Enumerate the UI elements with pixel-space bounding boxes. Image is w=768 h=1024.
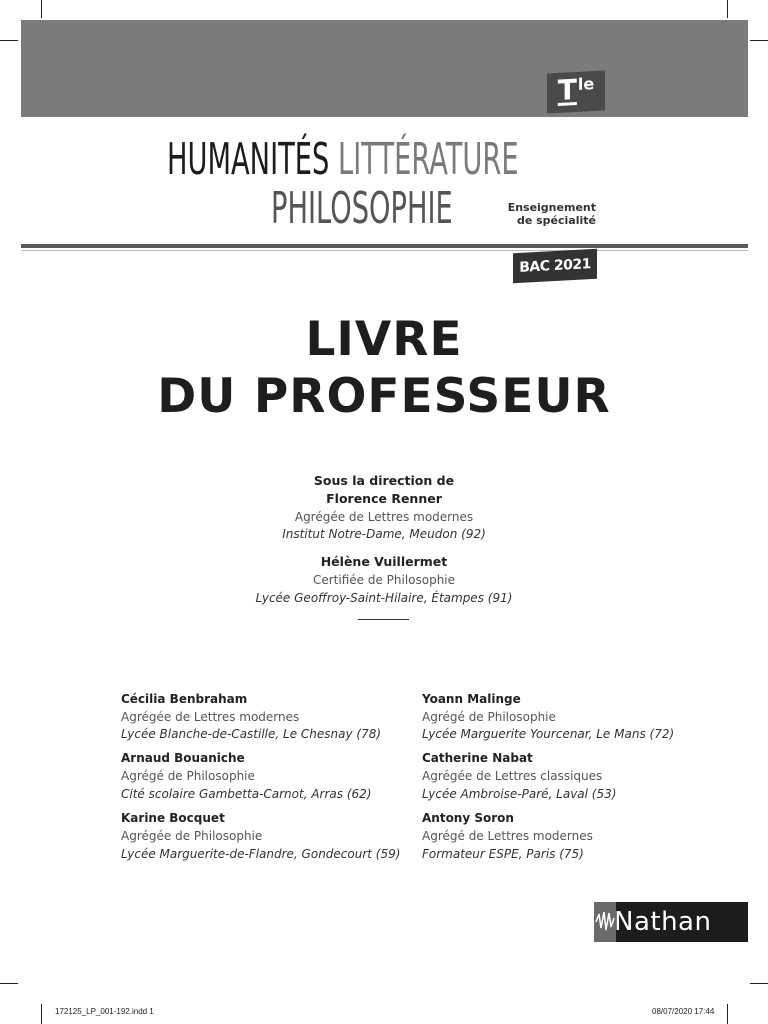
level-main: T: [557, 72, 577, 107]
print-slug-date: 08/07/2020 17:44: [652, 1007, 715, 1016]
specialite-label: [500, 201, 596, 227]
direction-intro: Sous la direction de: [313, 473, 455, 488]
contributor-3-title: Agrégée de Philosophie: [121, 829, 263, 843]
header-rule: [21, 244, 748, 248]
crop-mark: [750, 983, 768, 984]
crop-mark: [0, 983, 18, 984]
title-humanites: HUMANITÉS: [167, 134, 330, 185]
title-line-1: [167, 134, 519, 185]
contributor-5-school: Lycée Ambroise-Paré, Laval (53): [422, 787, 617, 801]
publisher-name: Nathan: [614, 907, 712, 937]
main-title-line-1: LIVRE: [305, 312, 463, 367]
contributor-3-name: Karine Bocquet: [121, 811, 225, 825]
contributor-2-school: Cité scolaire Gambetta-Carnot, Arras (62): [121, 787, 372, 801]
contributor-1-name: Cécilia Benbraham: [121, 692, 248, 706]
logo-mark-icon: [594, 902, 616, 942]
director-1-school: Institut Notre-Dame, Meudon (92): [282, 527, 486, 541]
contributor-6-school: Formateur ESPE, Paris (75): [422, 847, 584, 861]
header-rule-thin: [21, 250, 748, 251]
crop-mark: [41, 1004, 42, 1024]
level-badge: [547, 70, 605, 113]
spec-line-1: Enseignement: [507, 201, 596, 214]
crop-mark: [0, 40, 18, 41]
title-litterature: LITTÉRATURE: [338, 134, 519, 185]
print-slug-file: 172125_LP_001-192.indd 1: [55, 1007, 154, 1016]
director-2-name: Hélène Vuillermet: [320, 554, 448, 569]
contributor-5-title: Agrégée de Lettres classiques: [422, 769, 603, 783]
contributor-6-title: Agrégé de Lettres modernes: [422, 829, 593, 843]
crop-mark: [727, 0, 728, 18]
contributor-6-name: Antony Soron: [422, 811, 514, 825]
header-band: [21, 20, 748, 117]
contributor-4-name: Yoann Malinge: [422, 692, 521, 706]
contributor-2-title: Agrégé de Philosophie: [121, 769, 255, 783]
director-2-school: Lycée Geoffroy-Saint-Hilaire, Étampes (91): [255, 591, 513, 605]
bac-badge: BAC 2021: [513, 249, 597, 283]
main-title-line-2: DU PROFESSEUR: [157, 369, 611, 424]
director-1-title: Agrégée de Lettres modernes: [294, 510, 474, 524]
contributor-4-title: Agrégé de Philosophie: [422, 710, 556, 724]
crop-mark: [750, 40, 768, 41]
crop-mark: [41, 0, 42, 18]
director-2-title: Certifiée de Philosophie: [312, 573, 456, 587]
contributor-4-school: Lycée Marguerite Yourcenar, Le Mans (72): [422, 727, 675, 741]
contributor-2-name: Arnaud Bouaniche: [121, 751, 245, 765]
contributor-5-name: Catherine Nabat: [422, 751, 533, 765]
contributor-1-school: Lycée Blanche-de-Castille, Le Chesnay (78): [121, 727, 382, 741]
crop-mark: [727, 1004, 728, 1024]
level-sup: le: [577, 74, 595, 94]
title-philosophie: PHILOSOPHIE: [271, 183, 453, 234]
nathan-logo: [594, 902, 748, 942]
contributor-3-school: Lycée Marguerite-de-Flandre, Gondecourt (59): [121, 847, 401, 861]
separator-rule: [358, 619, 409, 620]
contributor-1-title: Agrégée de Lettres modernes: [121, 710, 300, 724]
director-1-name: Florence Renner: [326, 491, 442, 506]
spec-line-2: de spécialité: [516, 214, 596, 227]
